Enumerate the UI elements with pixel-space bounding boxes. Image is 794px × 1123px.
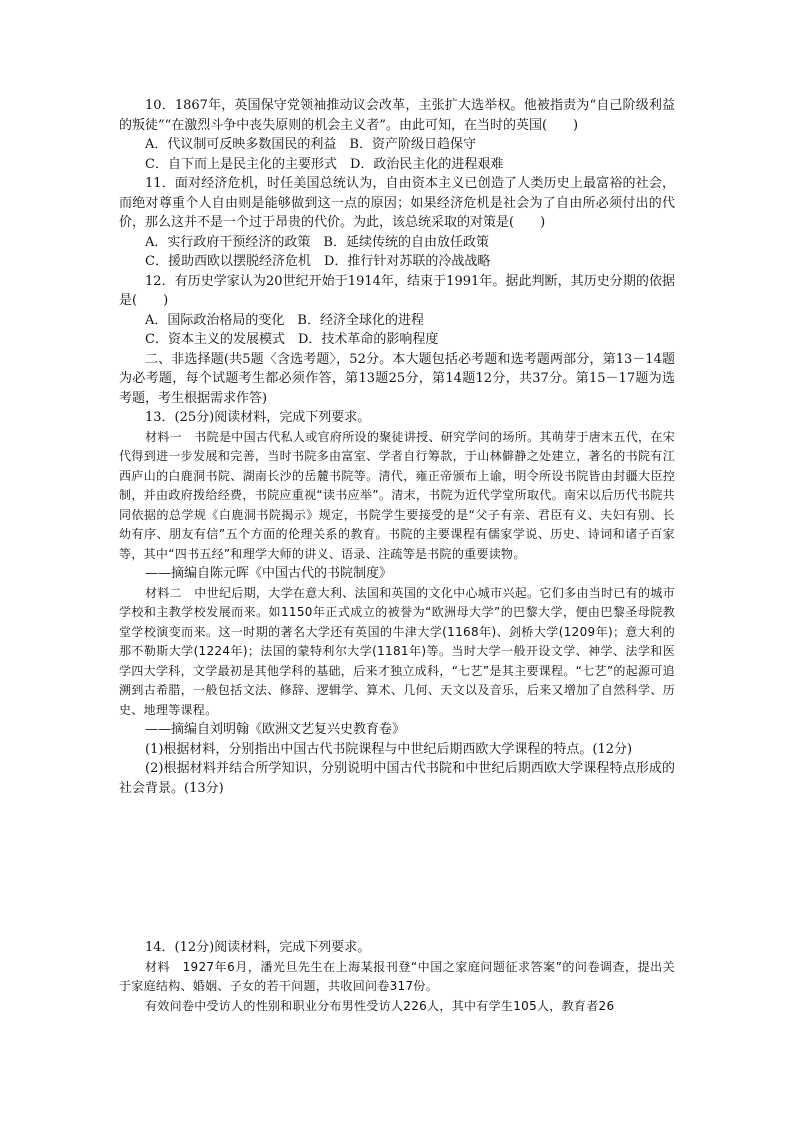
- q13-stem: 13．(25分)阅读材料，完成下列要求。: [145, 410, 371, 425]
- q11-options-cd: C．援助西欧以摆脱经济危机 D．推行针对苏联的冷战战略: [145, 254, 491, 269]
- q13-requirement-1: (1)根据材料，分别指出中国古代书院课程与中世纪后期西欧大学课程的特点。(12分): [145, 741, 633, 757]
- q14-stem: 14．(12分)阅读材料，完成下列要求。: [145, 940, 371, 955]
- q12-stem: 12．有历史学家认为20世纪开始于1914年，结束于1991年。据此判断，其历史分期的依据是( ): [119, 273, 675, 308]
- q14-material: 材料 1927年6月，潘光旦先生在上海某报刊登“中国之家庭问题征求答案”的问卷调查，提出关于家庭结构、婚姻、子女的若干问题，共收回问卷317份。: [119, 959, 675, 993]
- q13-source-2: ——摘编自刘明翰《欧洲文艺复兴史教育卷》: [145, 722, 406, 737]
- q11-options-ab: A．实行政府干预经济的政策 B．延续传统的自由放任政策: [145, 234, 489, 250]
- q13-material-1: 材料一 书院是中国古代私人或官府所设的聚徒讲授、研究学问的场所。其萌芽于唐末五代，在宋代得到进一步发展和完善，当时书院多由富室、学者自行筹款，于山林僻静之处建立，著名的书院有江西庐山的白鹿洞书院、湖南长沙的岳麓书院等。清代，雍正帝颁布上谕，明令所设书院皆由封疆大臣控制，并由政府拨给经费，书院应重视“读书应举”。清末，书院为近代学堂所取代。南宋以后历代书院共同依据的总学规《白鹿洞书院揭示》规定，书院学生要接受的是“父子有亲、君臣有义、夫妇有别、长幼有序、朋友有信”五个方面的伦理关系的教育。书院的主要课程有儒家学说、历史、诗词和诸子百家等，其中“四书五经”和理学大师的讲义、语录、注疏等是书院的重要读物。: [119, 429, 675, 561]
- q10-stem: 10．1867年，英国保守党领袖推动议会改革，主张扩大选举权。他被指责为“自己阶级利益的叛徒”“在激烈斗争中丧失原则的机会主义者”。由此可知，在当时的英国( ): [119, 98, 675, 133]
- q13-requirement-2: (2)根据材料并结合所学知识，分别说明中国古代书院和中世纪后期西欧大学课程特点形成的社会背景。(13分): [119, 761, 675, 796]
- answer-space: [119, 798, 675, 938]
- q13-material-2: 材料二 中世纪后期，大学在意大利、法国和英国的文化中心城市兴起。它们多由当时已有的城市学校和主教学校发展而来。如1150年正式成立的被誉为“欧洲母大学”的巴黎大学，便由巴黎圣母院教堂学校演变而来。这一时期的著名大学还有英国的牛津大学(1168年)、剑桥大学(1209年)；意大利的那不勒斯大学(1224年)；法国的蒙特利尔大学(1181年)等。当时大学一般开设文学、神学、法学和医学四大学科，文学最初是其他学科的基础，后来才独立成科，“七艺”是其主要课程。“七艺”的起源可追溯到古希腊，一般包括文法、修辞、逻辑学、算术、几何、天文以及音乐，后来又增加了自然科学、历史、地理等课程。: [119, 585, 675, 717]
- q11-stem: 11．面对经济危机，时任美国总统认为，自由资本主义已创造了人类历史上最富裕的社会，而绝对尊重个人自由则是能够做到这一点的原因；如果经济危机是社会为了自由所必须付出的代价，那么这并不是一个过于昂贵的代价。为此，该总统采取的对策是( ): [119, 176, 675, 230]
- section-2-heading: 二、非选择题(共5题〈含选考题〉，52分。本大题包括必考题和选考题两部分，第13－14题为必考题，每个试题考生都必须作答，第13题25分，第14题12分，共37分。第15－17题为选考题，考生根据需求作答): [119, 351, 675, 406]
- exam-page: [119, 96, 675, 1016]
- q12-options-ab: A．国际政治格局的变化 B．经济全球化的进程: [145, 312, 424, 328]
- q10-options-ab: A．代议制可反映多数国民的利益 B．资产阶级日趋保守: [145, 137, 476, 152]
- q14-material-line: 有效问卷中受访人的性别和职业分布男性受访人226人，其中有学生105人，教育者26: [145, 998, 615, 1013]
- q13-source-1: ——摘编自陈元晖《中国古代的书院制度》: [145, 566, 393, 581]
- q12-options-cd: C．资本主义的发展模式 D．技术革命的影响程度: [145, 332, 439, 347]
- q10-options-cd: C．自下而上是民主化的主要形式 D．政治民主化的进程艰难: [145, 156, 504, 172]
